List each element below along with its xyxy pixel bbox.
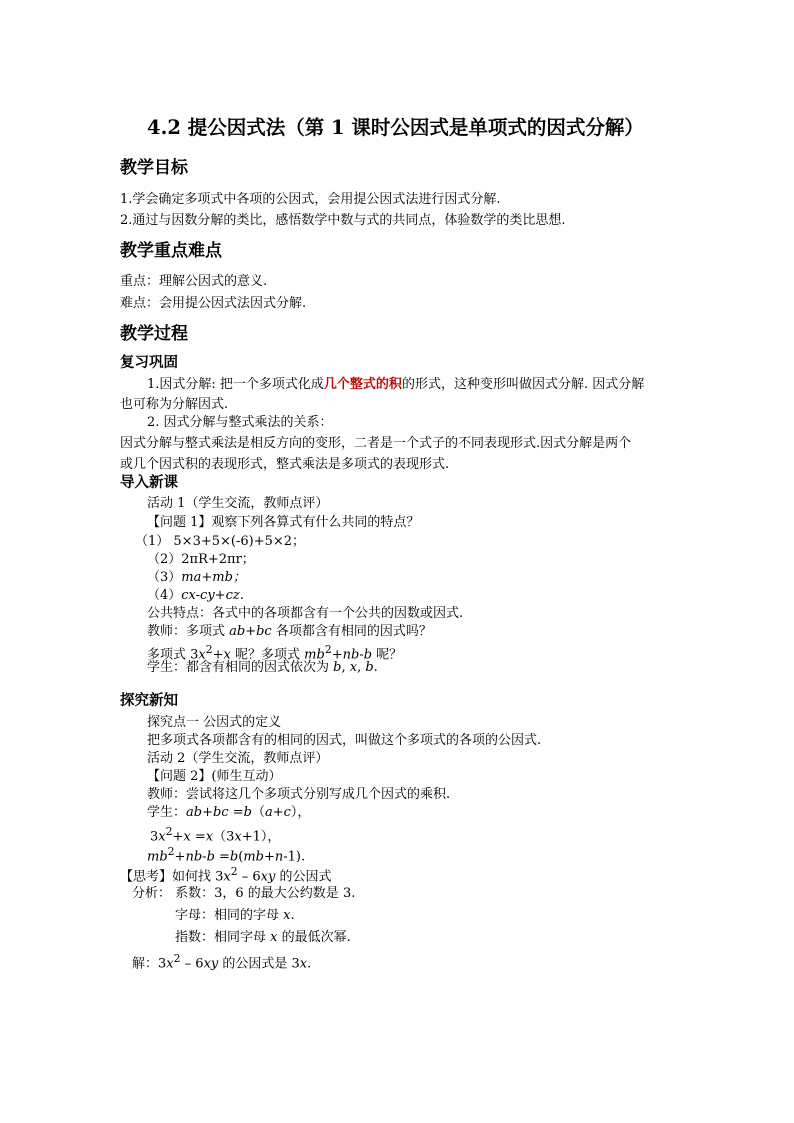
think-question: 【思考】如何找 $3x^2 - 6xy$ 的公因式 — [120, 865, 332, 885]
section-heading-goals: 教学目标 — [120, 158, 188, 178]
solution: 解：$3x^2 - 6xy$ 的公因式是 3x. — [132, 952, 312, 972]
key-point: 重点：理解公因式的意义. — [120, 274, 268, 289]
question-2: 【问题 2】(师生互动） — [147, 769, 282, 784]
teacher-question-2: 多项式 $3x^2+x$ 呢？多项式 $mb^2+nb-b$ 呢？ — [147, 643, 403, 663]
review-paragraph-2: 2. 因式分解与整式乘法的关系： — [147, 415, 333, 430]
goal-2: 2.通过与因数分解的类比，感悟数学中数与式的共同点，体验数学的类比思想. — [120, 213, 566, 228]
difficulty-point: 难点：会用提公因式法因式分解. — [120, 296, 307, 311]
teacher-question-1: 教师：多项式 ab+bc 各项都含有相同的因式吗？ — [147, 624, 432, 639]
analysis-coefficient: 分析： 系数：3，6 的最大公约数是 3. — [132, 886, 356, 901]
goal-1: 1.学会确定多项式中各项的公因式，会用提公因式法进行因式分解. — [120, 192, 501, 207]
intro-heading: 导入新课 — [120, 475, 178, 491]
review-paragraph-1-cont: 也可称为分解因式. — [120, 397, 229, 412]
analysis-exponent: 指数：相同字母 x 的最低次幂. — [175, 930, 351, 945]
highlight-term: 几个整式的积 — [323, 377, 402, 392]
section-heading-keypoints: 教学重点难点 — [120, 241, 222, 261]
explore-heading: 探究新知 — [120, 693, 178, 709]
explore-point-1: 探究点一 公因式的定义 — [147, 715, 282, 730]
review-paragraph-3: 因式分解与整式乘法是相反方向的变形，二者是一个式子的不同表现形式.因式分解是两个 — [120, 436, 632, 451]
review-paragraph-3-cont: 或几个因式积的表现形式，整式乘法是多项式的表现形式. — [120, 457, 450, 472]
student-factor-3: $mb^2+nb-b =b(mb+n-1)$. — [147, 845, 306, 865]
expression-3: （3）ma+mb； — [147, 570, 246, 585]
student-factor-1: 学生：ab+bc =b（a+c）， — [147, 805, 311, 820]
activity-2: 活动 2（学生交流，教师点评） — [147, 751, 329, 766]
expression-1: （1） 5×3+5×(-6)+5×2； — [135, 534, 306, 549]
student-answer-1: 学生：都含有相同的因式依次为 b, x, b. — [147, 660, 378, 675]
common-feature: 公共特点：各式中的各项都含有一个公共的因数或因式. — [147, 606, 464, 621]
analysis-letter: 字母：相同的字母 x. — [175, 908, 295, 923]
teacher-instruction: 教师：尝试将这几个多项式分别写成几个因式的乘积. — [147, 787, 451, 802]
activity-1: 活动 1（学生交流，教师点评） — [147, 496, 329, 511]
student-factor-2: $3x^2+x =x(3x+1)$， — [150, 825, 281, 845]
question-1: 【问题 1】观察下列各算式有什么共同的特点？ — [147, 515, 420, 530]
expression-4: （4）cx-cy+cz. — [147, 588, 244, 603]
section-heading-process: 教学过程 — [120, 324, 188, 344]
definition: 把多项式各项都含有的相同的因式，叫做这个多项式的各项的公因式. — [147, 733, 542, 748]
review-paragraph-1: 1.因式分解: 把一个多项式化成几个整式的积的形式，这种变形叫做因式分解. 因式分解 — [147, 377, 645, 392]
expression-2: （2）2πR+2πr； — [147, 552, 255, 567]
review-heading: 复习巩固 — [120, 355, 178, 371]
page-title: 4.2 提公因式法（第 1 课时公因式是单项式的因式分解） — [147, 116, 644, 139]
